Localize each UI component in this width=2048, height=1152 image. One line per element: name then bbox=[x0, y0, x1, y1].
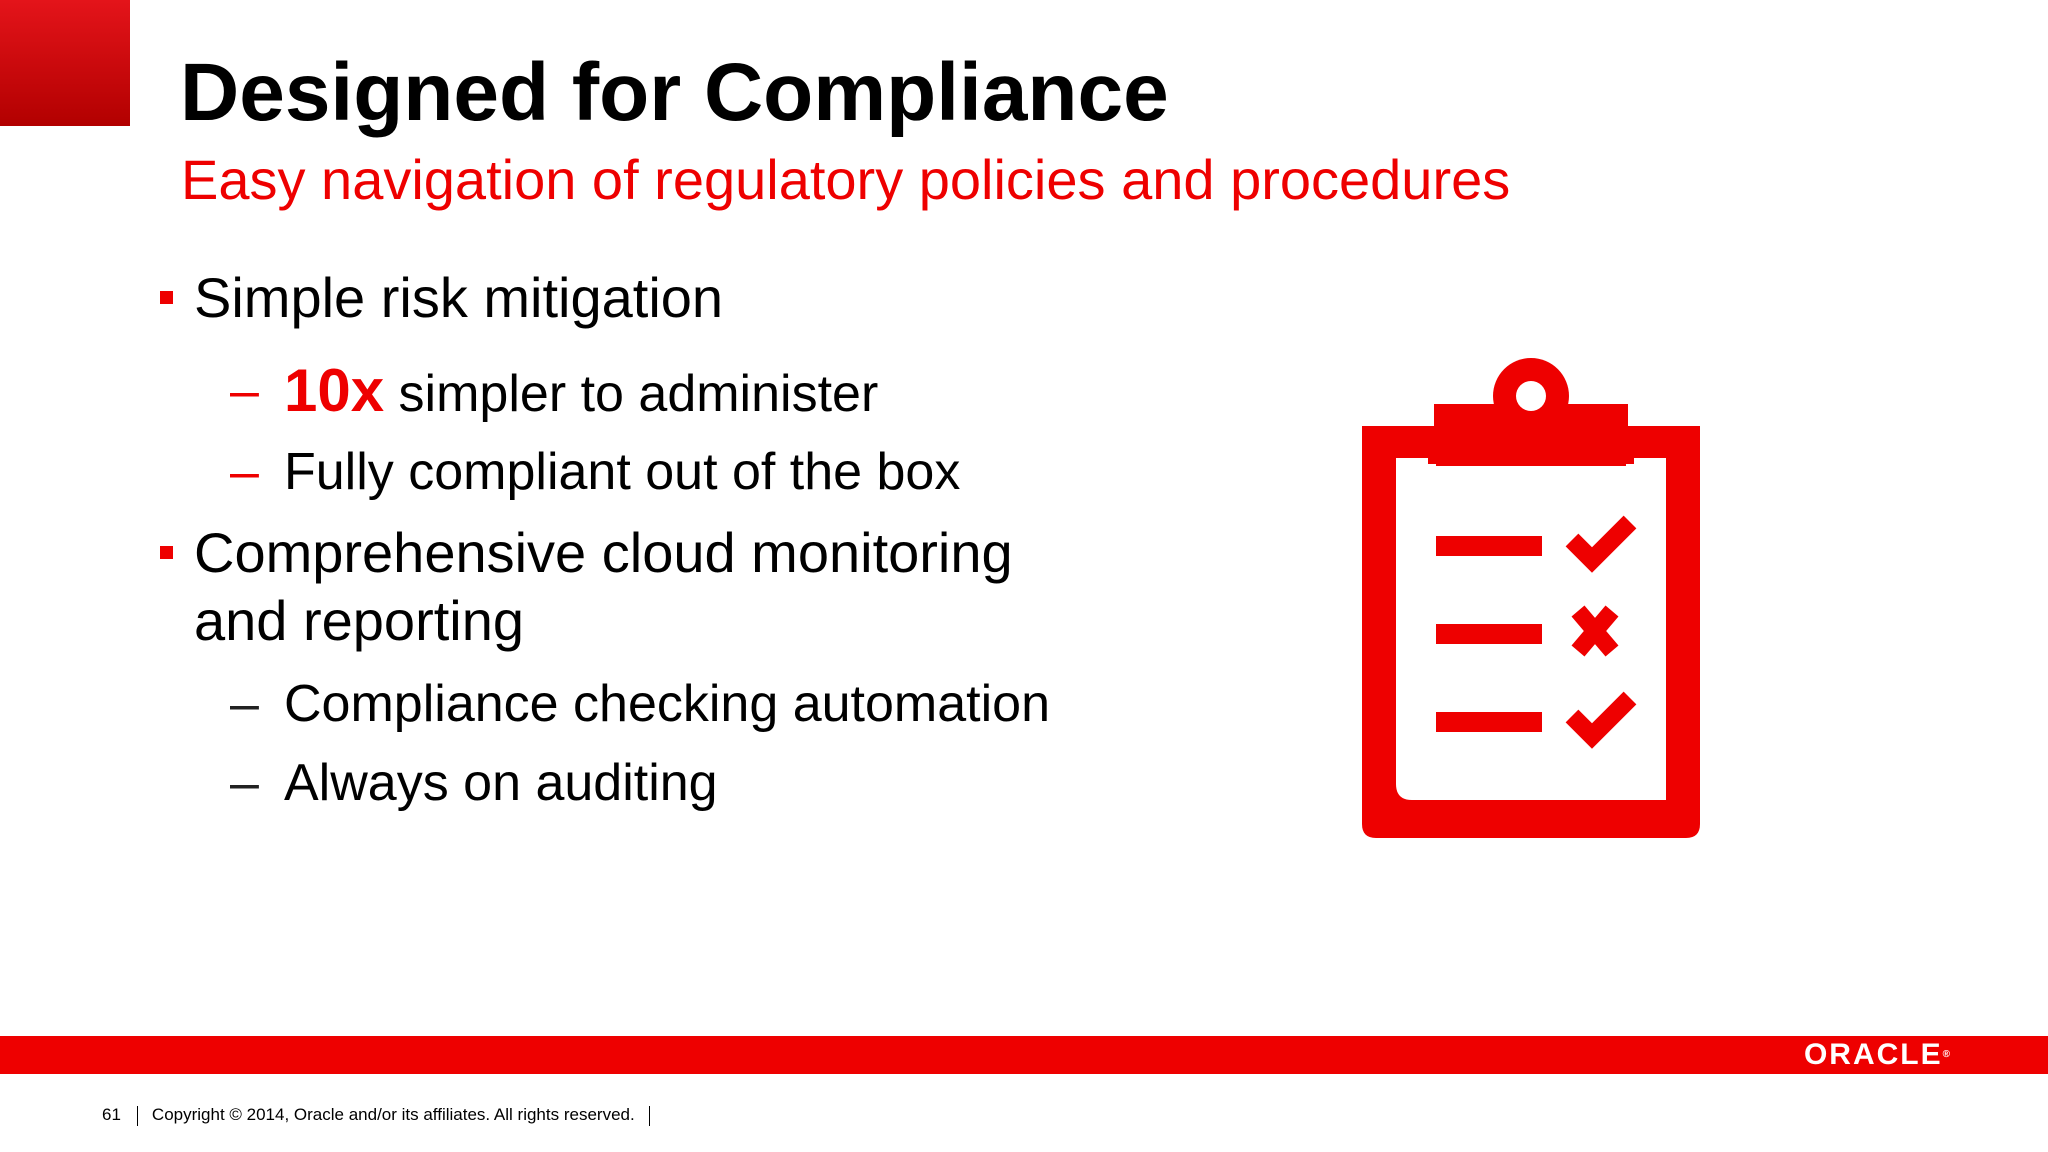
dash-marker: – bbox=[230, 754, 259, 812]
bullet-text-line-2: and reporting bbox=[194, 589, 525, 652]
line-icon bbox=[1436, 624, 1542, 644]
sub-bullet-item bbox=[230, 753, 718, 813]
bullet-item bbox=[194, 519, 1013, 655]
sub-bullet-text: Always on auditing bbox=[284, 754, 718, 812]
slide-subtitle: Easy navigation of regulatory policies and procedures bbox=[181, 148, 1511, 211]
sub-bullet-item bbox=[230, 442, 961, 502]
checklist-row bbox=[1436, 611, 1612, 651]
oracle-logo bbox=[1804, 1037, 1950, 1073]
slide-title: Designed for Compliance bbox=[180, 47, 1169, 138]
page-number: 61 bbox=[102, 1105, 121, 1124]
bullet-square-icon bbox=[160, 546, 173, 559]
dash-marker: – bbox=[230, 362, 259, 420]
line-icon bbox=[1436, 536, 1542, 556]
checklist-row bbox=[1436, 698, 1630, 736]
footer-bar bbox=[0, 1036, 2048, 1074]
bullet-text: Simple risk mitigation bbox=[194, 266, 724, 329]
check-icon bbox=[1572, 522, 1630, 560]
bullet-text-line-1: Comprehensive cloud monitoring bbox=[194, 521, 1013, 584]
registered-mark-icon: ® bbox=[1942, 1049, 1950, 1060]
bullet-item bbox=[194, 264, 723, 332]
logo-text: ORACLE bbox=[1803, 1038, 1943, 1071]
check-icon bbox=[1572, 698, 1630, 736]
clipboard-checklist-icon bbox=[1362, 358, 1700, 838]
footer-separator bbox=[137, 1106, 138, 1126]
sub-bullet-text: simpler to administer bbox=[384, 365, 879, 423]
x-icon bbox=[1578, 611, 1612, 651]
sub-bullet-item bbox=[230, 674, 1050, 734]
sub-bullet-text: Fully compliant out of the box bbox=[284, 443, 961, 501]
line-icon bbox=[1436, 712, 1542, 732]
dash-marker: – bbox=[230, 675, 259, 733]
page-footer bbox=[102, 1103, 650, 1127]
sub-bullet-item bbox=[230, 357, 879, 424]
bullet-square-icon bbox=[160, 291, 173, 304]
checklist-row bbox=[1436, 522, 1630, 560]
dash-marker: – bbox=[230, 443, 259, 501]
emphasis-text: 10x bbox=[284, 357, 385, 424]
footer-separator bbox=[649, 1106, 650, 1126]
copyright-text: Copyright © 2014, Oracle and/or its affiliates. All rights reserved. bbox=[151, 1105, 635, 1124]
corner-accent-block bbox=[0, 0, 130, 126]
sub-bullet-text: Compliance checking automation bbox=[284, 675, 1050, 733]
